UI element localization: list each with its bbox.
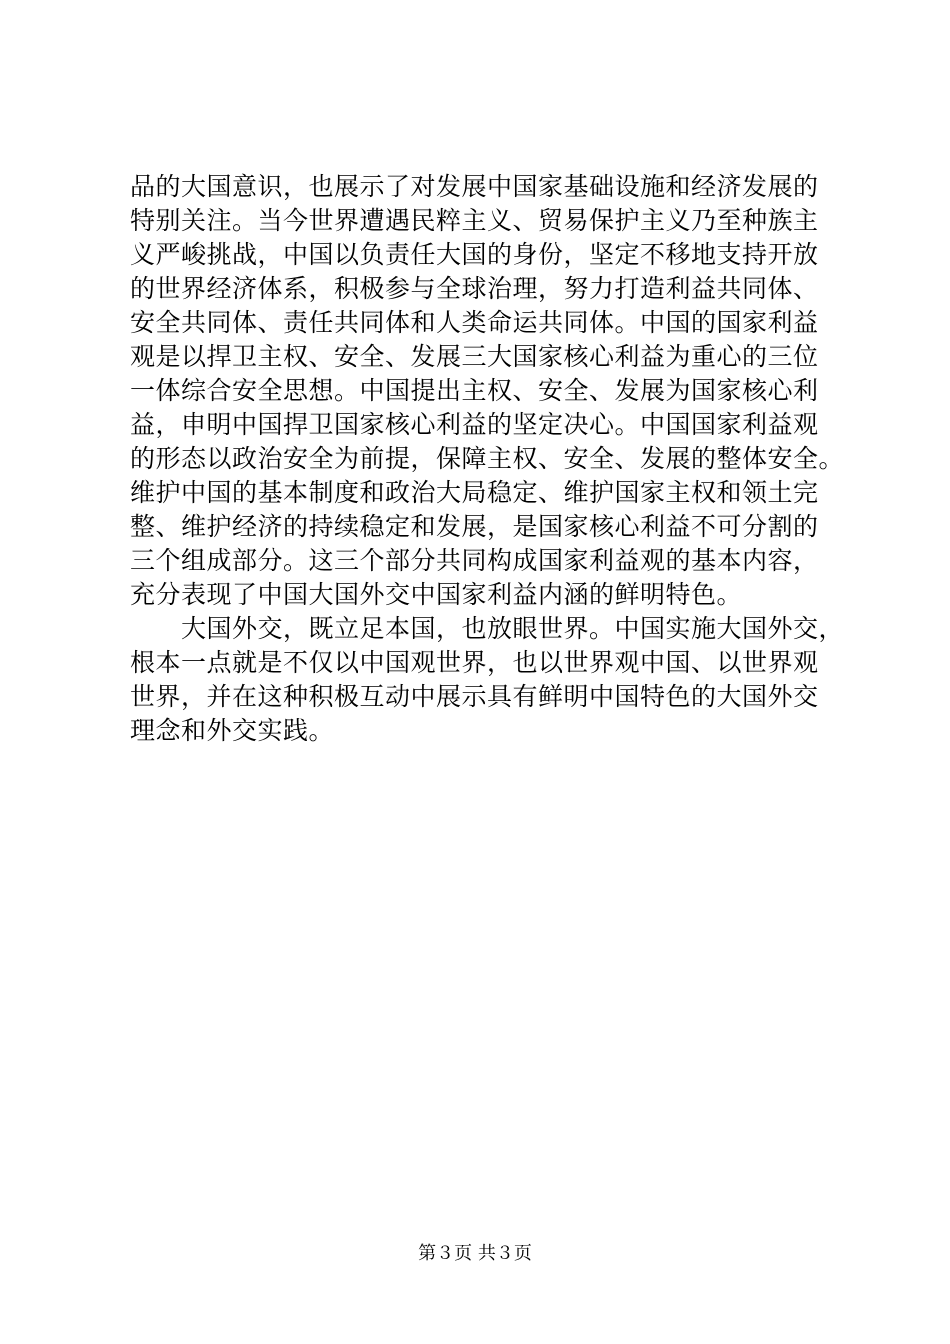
text-line: 三个组成部分。这三个部分共同构成国家利益观的基本内容， [130,546,819,575]
text-line: 整、维护经济的持续稳定和发展，是国家核心利益不可分割的 [130,512,819,541]
text-line: 义严峻挑战，中国以负责任大国的身份，坚定不移地支持开放 [130,240,819,269]
text-line: 的形态以政治安全为前提，保障主权、安全、发展的整体安全。 [130,444,845,473]
text-line: 一体综合安全思想。中国提出主权、安全、发展为国家核心利 [130,376,819,405]
text-line: 理念和外交实践。 [130,716,335,745]
paragraph-start-line: 大国外交，既立足本国，也放眼世界。中国实施大国外交， [130,614,845,643]
text-line: 观是以捍卫主权、安全、发展三大国家核心利益为重心的三位 [130,342,819,371]
text-line: 安全共同体、责任共同体和人类命运共同体。中国的国家利益 [130,308,819,337]
text-line: 世界，并在这种积极互动中展示具有鲜明中国特色的大国外交 [130,682,819,711]
text-line: 特别关注。当今世界遭遇民粹主义、贸易保护主义乃至种族主 [130,206,819,235]
text-line: 根本一点就是不仅以中国观世界，也以世界观中国、以世界观 [130,648,819,677]
text-line: 的世界经济体系，积极参与全球治理，努力打造利益共同体、 [130,274,819,303]
document-body [130,170,845,748]
page-number-footer: 第３页 共３页 [418,1243,532,1264]
text-line: 益，申明中国捍卫国家核心利益的坚定决心。中国国家利益观 [130,410,819,439]
text-line: 充分表现了中国大国外交中国家利益内涵的鲜明特色。 [130,580,743,609]
text-line: 品的大国意识，也展示了对发展中国家基础设施和经济发展的 [130,172,819,201]
text-line: 维护中国的基本制度和政治大局稳定、维护国家主权和领土完 [130,478,819,507]
